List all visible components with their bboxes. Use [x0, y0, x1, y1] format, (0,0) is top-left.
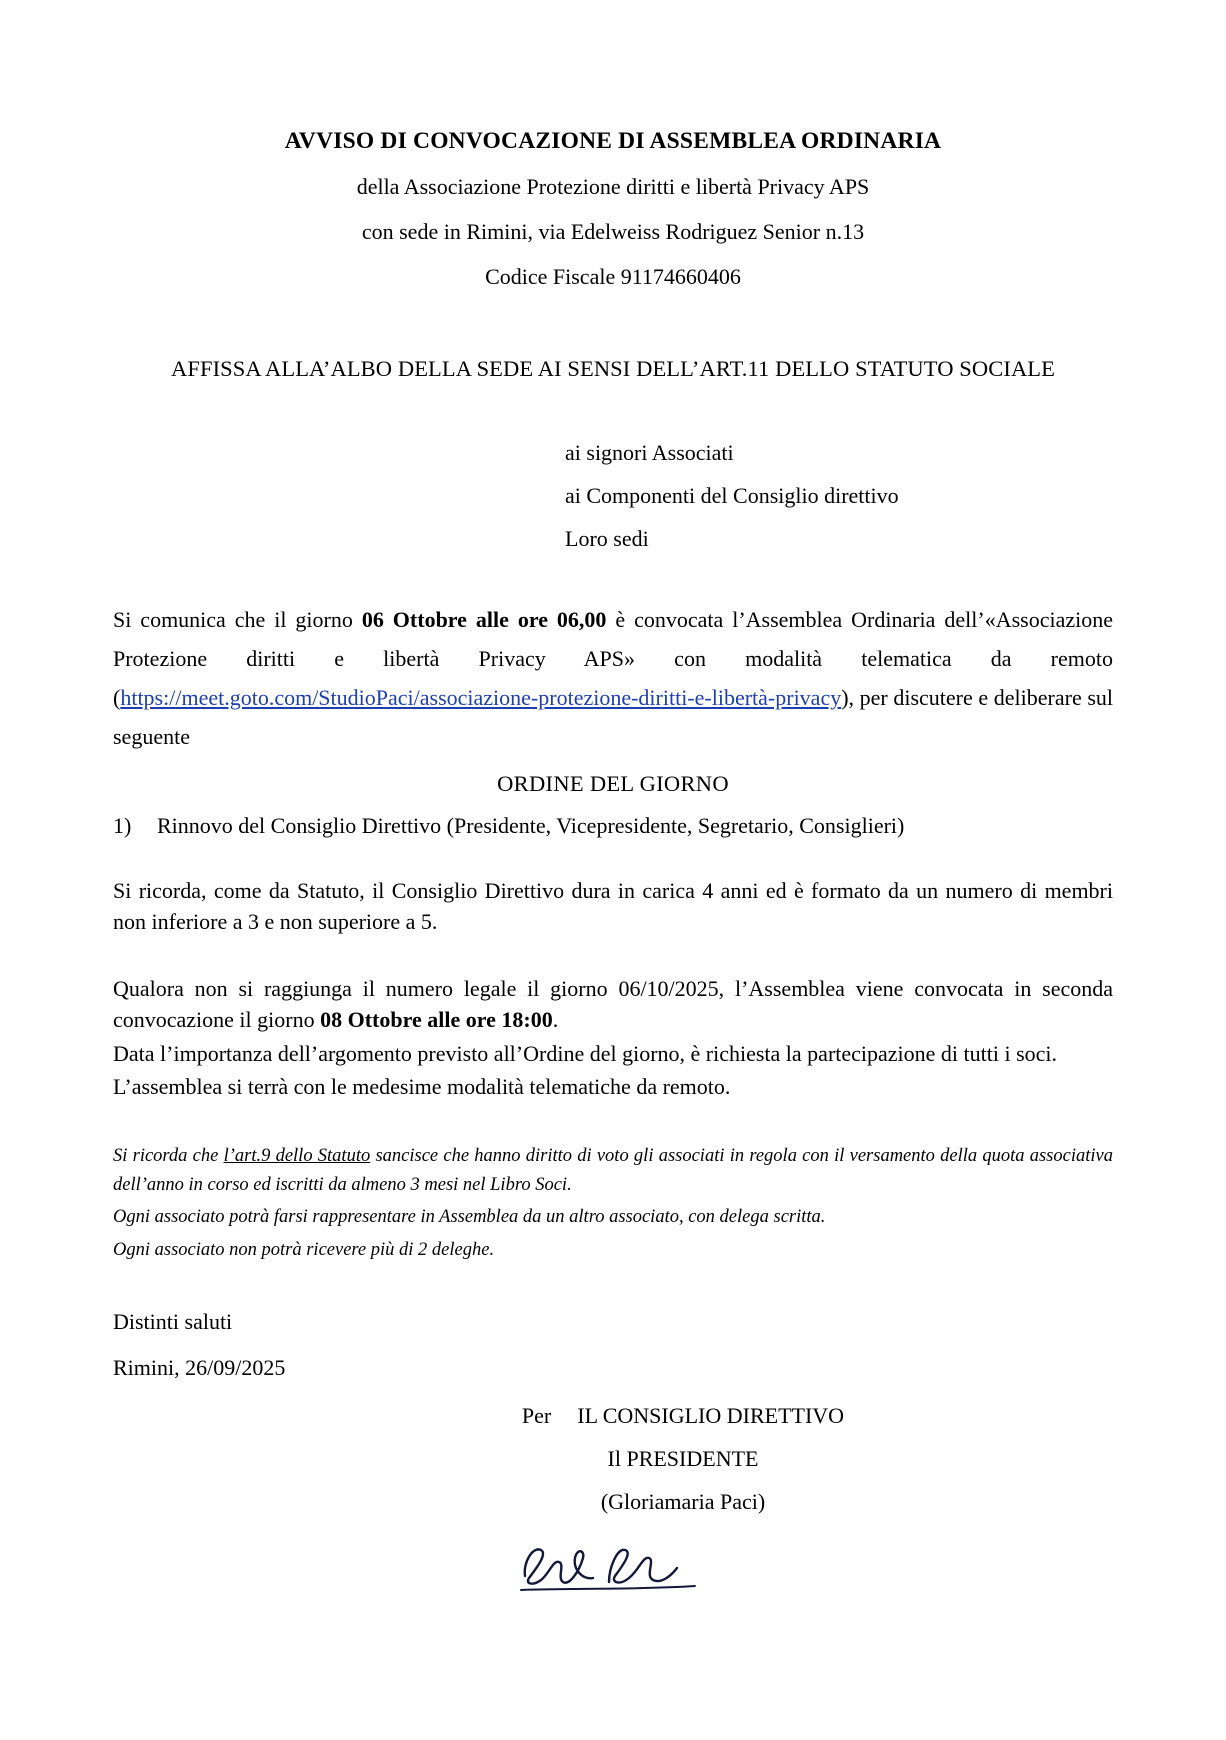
note-text-part2: sancisce che hanno diritto di voto gli associati in regola con il versamento della quota associativa dell’anno in corso ed iscritti da almeno 3 mesi nel Libro Soci.	[113, 1146, 1113, 1195]
signature-block	[113, 1403, 1113, 1515]
notice-posting-statement: AFFISSA ALLA’ALBO DELLA SEDE AI SENSI DELL’ART.11 DELLO STATUTO SOCIALE	[171, 356, 1055, 381]
convocation-paragraph	[113, 600, 1113, 757]
agenda-item-text: Rinnovo del Consiglio Direttivo (Presidente, Vicepresidente, Segretario, Consiglieri)	[157, 812, 905, 838]
convocation-text-part1: Si comunica che il giorno	[113, 607, 362, 632]
addressee-consiglio: ai Componenti del Consiglio direttivo	[565, 483, 899, 508]
notes-block	[113, 1142, 1113, 1265]
paragraph-statuto: Si ricorda, come da Statuto, il Consiglio Direttivo dura in carica 4 anni ed è formato da un numero di membri non inferiore a 3 e non superiore a 5.	[113, 877, 1113, 934]
header-line-address: con sede in Rimini, via Edelweiss Rodriguez Senior n.13	[361, 219, 865, 244]
list-item	[113, 813, 1113, 839]
paragraph-seconda-convocazione	[113, 973, 1113, 1035]
addressee-block	[113, 440, 1113, 552]
agenda-item-number: 1)	[113, 812, 132, 838]
note-proxy-limit: Ogni associato non potrà ricevere più di 2 deleghe.	[113, 1240, 495, 1261]
header-line-association: della Associazione Protezione diritti e libertà Privacy APS	[356, 174, 870, 199]
convocation-text-part3: ), per discutere e deliberare sul seguente	[113, 685, 1113, 750]
meeting-link[interactable]: https://meet.goto.com/StudioPaci/associazione-protezione-diritti-e-libertà-privacy	[120, 685, 842, 711]
note-text-part1: Si ricorda che	[113, 1146, 224, 1167]
paragraph-modalita: L’assemblea si terrà con le medesime modalità telematiche da remoto.	[113, 1073, 731, 1099]
signature-role: Il PRESIDENTE	[607, 1445, 759, 1471]
note-voting-rights	[113, 1142, 1113, 1199]
seconda-text-part2: .	[552, 1007, 559, 1033]
convocation-date-bold: 06 Ottobre alle ore 06,00	[361, 607, 607, 632]
signature-board: IL CONSIGLIO DIRETTIVO	[577, 1402, 845, 1428]
addressee-associati: ai signori Associati	[565, 440, 734, 465]
agenda-title: ORDINE DEL GIORNO	[497, 770, 729, 796]
signature-icon	[513, 1532, 733, 1602]
signature-per-label: Per	[521, 1402, 552, 1428]
seconda-text-part1: Qualora non si raggiunga il numero legale il giorno 06/10/2025, l’Assemblea viene convocata in seconda convocazione il giorno	[113, 976, 1113, 1033]
seconda-date-bold: 08 Ottobre alle ore 18:00	[320, 1007, 553, 1033]
paragraph-importanza: Data l’importanza dell’argomento previsto all’Ordine del giorno, è richiesta la partecipazione di tutti i soci.	[113, 1040, 1058, 1066]
signature-name: (Gloriamaria Paci)	[600, 1488, 766, 1514]
page-title: AVVISO DI CONVOCAZIONE DI ASSEMBLEA ORDINARIA	[284, 128, 942, 154]
closing-greeting: Distinti saluti	[113, 1308, 233, 1334]
note-proxy: Ogni associato potrà farsi rappresentare in Assemblea da un altro associato, con delega scritta.	[113, 1207, 826, 1228]
note-article-reference: l’art.9 dello Statuto	[223, 1146, 371, 1167]
agenda-list	[113, 813, 1113, 839]
handwritten-signature	[113, 1532, 1113, 1607]
place-and-date: Rimini, 26/09/2025	[113, 1354, 286, 1380]
convocation-text-part2: è convocata l’Assemblea Ordinaria dell’«Associazione Protezione diritti e libertà Privacy APS» con modalità telematica da remoto (	[113, 607, 1113, 711]
header-line-fiscal-code: Codice Fiscale 91174660406	[485, 264, 741, 289]
addressee-loro-sedi: Loro sedi	[565, 526, 649, 551]
signature-board-row	[253, 1403, 1113, 1429]
